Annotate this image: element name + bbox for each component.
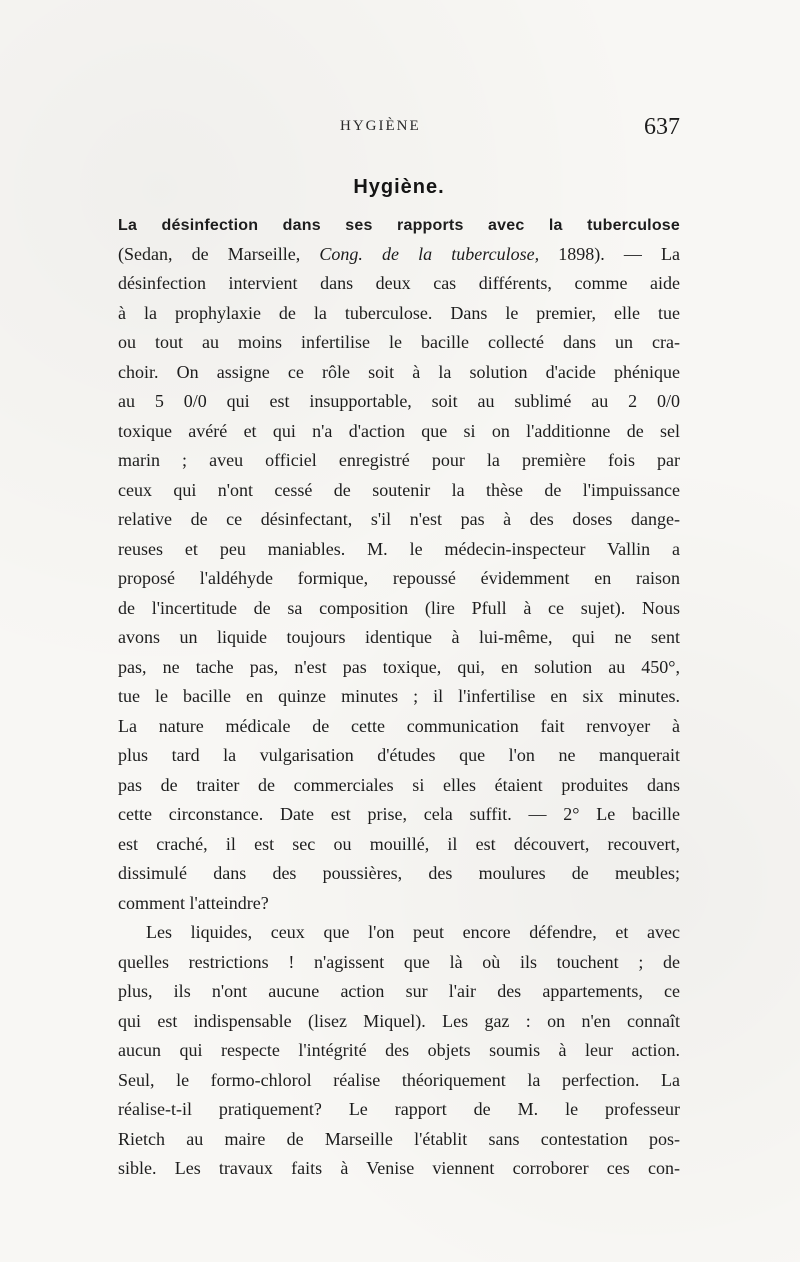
paragraph-line: aucun qui respecte l'intégrité des objets soumis à leur action. (118, 1040, 680, 1060)
paragraph-line: marin ; aveu officiel enregistré pour la première fois par (118, 450, 680, 470)
paragraph-line: plus, ils n'ont aucune action sur l'air des appartements, ce (118, 981, 680, 1001)
paragraph-line: dissimulé dans des poussières, des moulures de meubles; (118, 863, 680, 883)
citation-post: 1898). — La (539, 243, 681, 264)
paragraph-line: ou tout au moins infertilise le bacille collecté dans un cra- (118, 332, 680, 352)
paragraph-line: pas, ne tache pas, n'est pas toxique, qui, en solution au 450°, (118, 656, 680, 677)
article-body (118, 210, 680, 1184)
paragraph-line: Rietch au maire de Marseille l'établit sans contestation pos- (118, 1128, 680, 1149)
paragraph-line: relative de ce désinfectant, s'il n'est pas à des doses dange- (118, 509, 680, 529)
paragraph-line: reuses et peu maniables. M. le médecin-inspecteur Vallin a (118, 538, 680, 559)
paragraph-line: ceux qui n'ont cessé de soutenir la thèse de l'impuissance (118, 479, 680, 500)
page-number: 637 (644, 114, 680, 140)
citation-pre: (Sedan, de Marseille, (118, 243, 320, 264)
paragraph-line (118, 210, 680, 240)
section-title: Hygiène. (353, 176, 445, 198)
paragraph-line: est craché, il est sec ou mouillé, il est découvert, recouvert, (118, 833, 680, 854)
paragraph-line: au 5 0/0 qui est insupportable, soit au sublimé au 2 0/0 (118, 391, 680, 411)
paragraph-line: tue le bacille en quinze minutes ; il l'infertilise en six minutes. (118, 686, 680, 706)
citation-title: Cong. de la tuberculose, (319, 243, 540, 264)
paragraph-line: désinfection intervient dans deux cas différents, comme aide (118, 273, 680, 293)
paragraph-line: quelles restrictions ! n'agissent que là où ils touchent ; de (118, 951, 680, 972)
paragraph-line: qui est indispensable (lisez Miquel). Les gaz : on n'en connaît (118, 1010, 680, 1031)
article-heading: La désinfection dans ses rapports avec la tuberculose (118, 217, 680, 234)
paragraph-line (118, 240, 680, 270)
paragraph-line: sible. Les travaux faits à Venise viennent corroborer ces con- (118, 1158, 680, 1178)
page-header (118, 114, 680, 144)
paragraph-line: pas de traiter de commerciales si elles étaient produites dans (118, 774, 680, 795)
paragraph-line: Les liquides, ceux que l'on peut encore défendre, et avec (146, 922, 680, 942)
paragraph-line: avons un liquide toujours identique à lui-même, qui ne sent (118, 627, 680, 647)
paragraph-line: cette circonstance. Date est prise, cela suffit. — 2° Le bacille (118, 804, 680, 824)
running-head: HYGIÈNE (340, 118, 421, 134)
paragraph-line: proposé l'aldéhyde formique, repoussé évidemment en raison (118, 568, 680, 588)
paragraph-line: La nature médicale de cette communication fait renvoyer à (118, 715, 680, 736)
paragraph-line: Seul, le formo-chlorol réalise théoriquement la perfection. La (118, 1069, 680, 1090)
paragraph-line: réalise-t-il pratiquement? Le rapport de M. le professeur (118, 1099, 680, 1119)
paragraph-line: de l'incertitude de sa composition (lire Pfull à ce sujet). Nous (118, 597, 680, 618)
paragraph-line: comment l'atteindre? (118, 892, 269, 913)
paragraph-line: toxique avéré et qui n'a d'action que si on l'additionne de sel (118, 420, 680, 441)
paragraph-line: plus tard la vulgarisation d'études que l'on ne manquerait (118, 745, 680, 765)
paragraph-line: choir. On assigne ce rôle soit à la solution d'acide phénique (118, 361, 680, 382)
paragraph-line: à la prophylaxie de la tuberculose. Dans le premier, elle tue (118, 302, 680, 323)
